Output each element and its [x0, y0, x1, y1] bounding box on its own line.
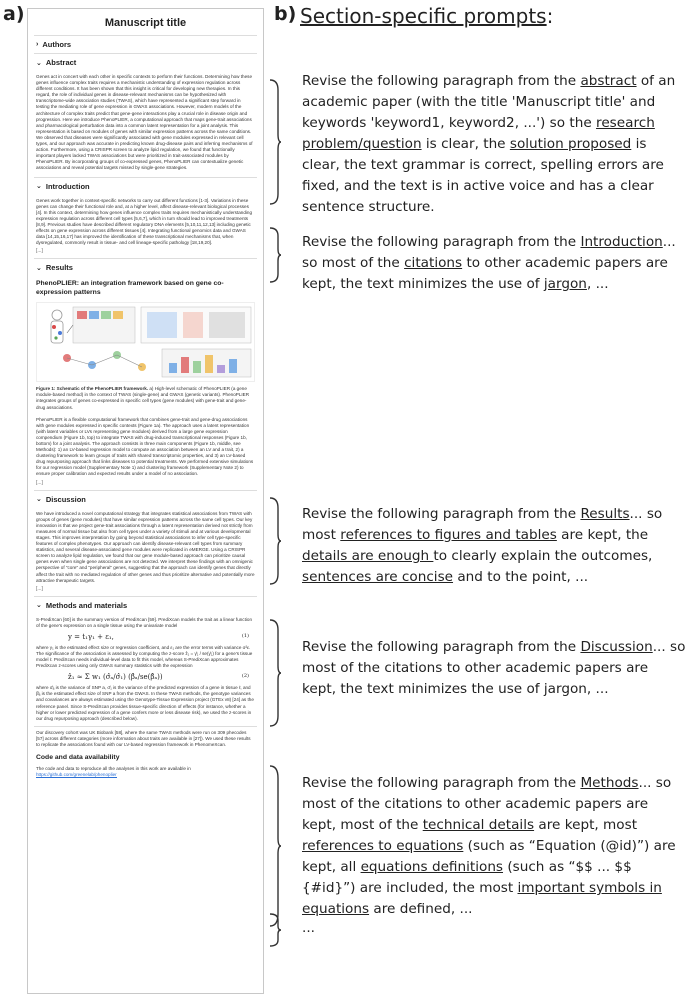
fig-bar-2: [181, 357, 189, 373]
brace-methods: [268, 764, 282, 928]
section-introduction-header[interactable]: ⌄ Introduction: [36, 181, 90, 191]
section-discussion-header[interactable]: ⌄ Discussion: [36, 494, 86, 504]
methods-text-1: S-PrediXcan [60] is the summary version of PrediXcan [59]. PrediXcan models the trait as a linear function of the gene's expression on a single tissue using the univariate model: [36, 616, 253, 628]
fig-edge-3: [117, 355, 142, 367]
fig-tissue-green: [54, 337, 57, 340]
brace-results: [268, 496, 282, 586]
brace-abstract: [268, 78, 282, 206]
section-methods-header[interactable]: ⌄ Methods and materials: [36, 600, 128, 610]
results-subheading: PhenoPLIER: an integration framework based on gene co-expression patterns: [36, 280, 224, 296]
fig-bar-3: [193, 361, 201, 373]
results-text: PhenoPLIER is a flexible computational framework that combines gene-trait and gene-drug associations with gene modules expressed in specific contexts (Figure 1a). The approach uses a latent representation (with latent variables or LVs representing gene modules) derived from a large gene expression compendium (Figure 1b, top) to integrate TWAS with drug-induced transcriptional responses (Figure 1b, bottom) for a joint analysis. The approach consists in three main components (Figure 1b, middle, see Methods): 1) an LV-based regression model to compute an association between an LV and a trait, 2) a clustering framework to learn groups of traits with shared transcriptomic properties, and 3) an LV-based drug repurposing approach that links diseases to potential treatments. We performed extensive simulations for our regression model (Supplementary Note 1) and clustering framework (Supplementary Note 2) to ensure proper calibration and expected results under a model of no association.: [36, 416, 254, 477]
brace-introduction: [268, 226, 282, 284]
fig-module-4: [113, 311, 123, 319]
ellipsis-results: [...]: [36, 479, 43, 486]
panel-b-label: b): [274, 3, 297, 25]
brace-other: [268, 912, 282, 948]
prompts-title: Section-specific prompts:: [300, 4, 554, 28]
fig-bar-4: [205, 355, 213, 373]
fig-matrix-2: [183, 312, 203, 338]
fig-tissue-blue: [58, 331, 62, 335]
fig-bar-6: [229, 359, 237, 373]
equation-2: ẑ₁ ≈ Σ w₁ (σ̂ₐ/σ̂₁) (β̂ₐ/se(β̂ₐ)) (2): [68, 673, 249, 682]
chevron-down-icon: ⌄: [36, 602, 42, 610]
figure-1-schematic[interactable]: [36, 302, 255, 382]
methods-text-2: where γ₁ is the estimated effect size or regression coefficient, and ε₁ are the error terms with variance σ²ε. The significance of the association is assessed by computing the z-score ẑ₁ = γ̂₁ / se(γ̂₁) for a gene's tissue model ℓ. PrediXcan needs individual-level data to fit this model, whereas S-PrediXcan approximates PrediXcan z-scores using only GWAS summary statistics with the expression: [36, 644, 253, 669]
ellipsis-discussion: [...]: [36, 585, 43, 592]
brace-discussion: [268, 618, 282, 728]
code-availability-text: The code and data to reproduce all the analyses in this work are available in: [36, 765, 191, 771]
fig-edge-2: [92, 355, 117, 365]
introduction-text: Genes work together in context-specific networks to carry out different functions [1-3]. Variations in these genes can change their functional role and, at a higher level, affect disease-relevant biological processes [4]. In this context, determining how genes influence complex traits requires mechanistically understanding expression regulation across different cell types [5,6,7], which in turn should lead to improved treatments [8,9]. Previous studies have described different regulatory DNA elements [5,10,11,12,13] including genetic effects on gene expression across different tissues [4]. Integrating functional genomics data and GWAS data [14,15,16,17] has improved the identification of these transcriptional mechanisms that, when dysregulated, commonly result in tissue- and cell lineage-specific pathology [18,19,20].: [36, 197, 253, 246]
manuscript-title: Manuscript title: [104, 17, 187, 29]
fig-module-1: [77, 311, 87, 319]
fig-module-3: [101, 311, 111, 319]
manuscript-page: [27, 8, 264, 994]
fig-module-2: [89, 311, 99, 319]
section-abstract-header[interactable]: ⌄ Abstract: [36, 58, 77, 67]
figure-schematic-svg: [37, 303, 256, 381]
fig-matrix: [147, 312, 177, 338]
prompt-other: ...: [302, 920, 315, 936]
fig-matrix-3: [209, 312, 245, 338]
methods-text-3: where σ̂ₐ is the variance of SNP a, σ̂₁ is the variance of the predicted expression of a gene in tissue ℓ, and β̂ₐ is the estimated effect size of SNP a from the GWAS. In these TWAS methods, the genotype variances and covariances are always estimated using the Genotype-Tissue Expression project (GTEx v8) [24] as the reference panel. Since S-PrediXcan provides tissue-specific direction of effects (for instance, whether a higher or lower predicted expression of a gene confers more or less disease risk), we used the z-scores in our drug repurposing approach (described below).: [36, 685, 254, 721]
prompt-results: Revise the following paragraph from the Results... so most references to figures and tables are kept, the details are enough to clearly explain the outcomes, sentences are concise and to the point, ...: [302, 506, 663, 585]
ellipsis-intro: [...]: [36, 248, 43, 255]
figure-caption: Figure 1: Schematic of the PhenoPLIER framework. a) High-level schematic of PhenoPLIER (a gene module-based method) in the context of TWAS (single-gene) and GWAS (genetic variants). PhenoPLIER integrates groups of genes co-expressed in specific cell types (gene modules) with gene-trait and gene-drug associations.: [36, 386, 250, 410]
equation-1: y = t₁γ₁ + ε₁, (1): [68, 632, 249, 641]
fig-edge-1: [67, 358, 92, 365]
fig-tissue-red: [52, 325, 56, 329]
abstract-text: Genes act in concert with each other in specific contexts to perform their functions. Determining how these genes influence complex traits requires a mechanistic understanding of expression regulation across different conditions. It has been shown that this insight is critical for developing new therapies. In this regard, the role of individual genes in disease-relevant mechanisms can be hypothesized with transcriptome-wide association studies (TWAS), which have represented a significant step forward in testing the mediating role of gene expression in GWAS associations. However, modern models of the architecture of complex traits predict that gene-gene interactions play a crucial role in disease origin and progression. Here we introduce PhenoPLIER, a computational approach that maps gene-trait associations and pharmacological perturbation data into a common latent representation for a joint analysis. This representation is based on modules of genes with similar expression patterns across the same conditions. We observed that diseases were significantly associated with gene modules expressed in relevant cell types, and our approach was accurate in predicting known drug-disease pairs and inferring mechanisms of action. Furthermore, using a CRISPR screen to analyze lipid regulation, we found that functionally important players lacked TWAS associations but were prioritized in trait-associated modules by PhenoPLIER. By incorporating groups of co-expressed genes, PhenoPLIER can contextualize genetic associations and reveal potential targets missed by single-gene strategies.: [36, 74, 253, 171]
section-authors-header[interactable]: › Authors: [36, 40, 72, 49]
chevron-right-icon: ›: [36, 41, 39, 48]
section-results-header[interactable]: ⌄ Results: [36, 263, 73, 273]
prompt-discussion: Revise the following paragraph from the Discussion... so most of the citations to other academic papers are kept, the text minimizes the use of jargon, ...: [302, 639, 686, 697]
fig-bar-5: [217, 365, 225, 373]
prompt-methods: Revise the following paragraph from the Methods... so most of the citations to other academic papers are kept, most of the technical details are kept, most references to equations (such as “Equation (@id)”) are kept, all equations definitions (such as “$$ ... $$ {#id}”) are included, the most important symbols in equations are defined, ...: [302, 775, 676, 917]
fig-arrow-1: [67, 325, 73, 333]
discussion-text: We have introduced a novel computational strategy that integrates statistical associations from TWAS with groups of genes (gene modules) that have similar expression patterns across the same cell types. Our key innovation is that we project gene-trait associations through a latent representation derived not strictly from measures of normal tissue but also from cell types under a variety of stimuli and at various developmental stages. This improves interpretation by going beyond statistical associations to infer cell type-specific features of complex phenotypes. Our approach can identify disease-relevant cell types from summary statistics, and several disease-associated gene modules were replicated in eMERGE. Using a CRISPR screen to analyze lipid regulation, we found that our gene module-based approach can prioritize causal genes even when single gene associations are not detected. We interpret these findings with an omnigenic perspective of "core" and "peripheral" genes, suggesting that the approach can identify genes that directly affect the trait with no mediated regulation of other genes and thus prioritize alternative and potentially more attractive therapeutic targets.: [36, 510, 255, 583]
chevron-down-icon: ⌄: [36, 496, 42, 504]
fig-human-icon: [52, 310, 62, 320]
panel-a-label: a): [3, 3, 25, 25]
code-link[interactable]: https://github.com/greenelab/phenoplier: [36, 771, 117, 777]
code-availability-heading: Code and data availability: [36, 754, 120, 762]
chevron-down-icon: ⌄: [36, 59, 42, 67]
prompt-introduction: Revise the following paragraph from the Introduction... so most of the citations to other academic papers are kept, the text minimizes the use of jargon, ...: [302, 234, 676, 292]
fig-bar-1: [169, 363, 177, 373]
prompt-abstract: Revise the following paragraph from the abstract of an academic paper (with the title 'Manuscript title' and keywords 'keyword1, keyword2, ...') so the research problem/question is clear, the solution proposed is clear, the text grammar is correct, spelling errors are fixed, and the text is in active voice and has a clear sentence structure.: [302, 73, 676, 215]
chevron-down-icon: ⌄: [36, 264, 42, 272]
chevron-down-icon: ⌄: [36, 183, 42, 190]
methods-text-4: Our discovery cohort was UK Biobank [58], where the same TWAS methods were run on 309 phecodes [57] across different categories (more information about traits are available in [27]). We used these results to replicate the associations found with our LV-based regression framework in PhenomeXcan.: [36, 729, 251, 747]
